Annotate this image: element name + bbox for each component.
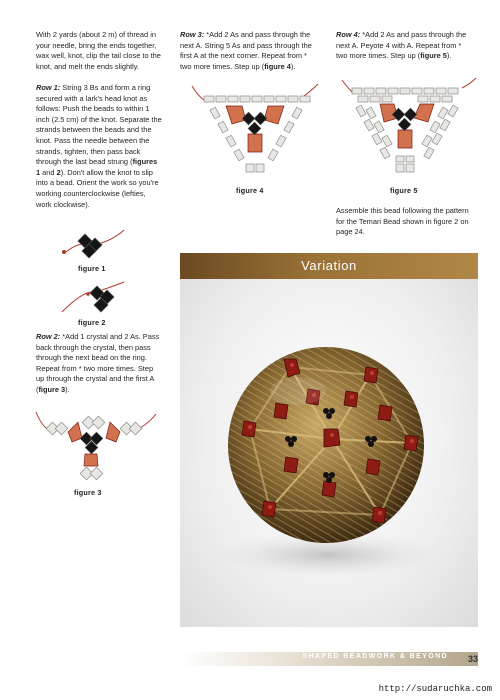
row2-text-block <box>36 332 162 396</box>
beaded-ball-illustration <box>180 279 478 627</box>
row1-text: String 3 Bs and form a ring secured with a lark's head knot as follows: Push the beads to within 1 inch (2.5 cm) of the knot. Separate the strands between the beads and the knot. Pass the needle between the strands, tighten, then pass back through the last bead strung ( <box>36 82 162 167</box>
variation-photo <box>180 279 478 627</box>
row4-label: Row 4: <box>336 30 361 39</box>
row1-text-3: ). Don't allow the knot to slip into a bead. Orient the work so you're working counterclockwise (lefties, work clockwise). <box>36 167 159 209</box>
intro-paragraph: With 2 yards (about 2 m) of thread in your needle, bring the ends together, wax well, knot, clip the tail close to the knot, and melt the ends slightly. <box>36 30 161 71</box>
row3-text-block <box>180 30 318 72</box>
assemble-paragraph: Assemble this bead following the pattern for the Temari Bead shown in figure 2 on page 24. <box>336 206 469 237</box>
figure-2-diagram <box>58 280 128 316</box>
row3-label: Row 3: <box>180 30 205 39</box>
variation-title: Variation <box>301 258 357 273</box>
figure-4-caption: figure 4 <box>236 186 264 195</box>
figure-2-caption: figure 2 <box>78 318 106 327</box>
figure-5-caption: figure 5 <box>390 186 418 195</box>
row4-text-block <box>336 30 474 62</box>
row4-ref-figure-5: figure 5 <box>420 51 447 61</box>
row1-ref-figures-1: figures 1 <box>36 157 158 177</box>
row2-label: Row 2: <box>36 332 61 341</box>
row2-ref-figure-3: figure 3 <box>38 384 66 394</box>
figure-3-caption: figure 3 <box>74 488 102 497</box>
row1-label: Row 1: <box>36 82 61 92</box>
row4-text-2: ). <box>446 51 452 61</box>
figure-4-diagram <box>186 82 324 182</box>
row2-text-2: ). <box>65 384 70 394</box>
watermark-url: http://sudaruchka.com <box>378 684 492 694</box>
figure-1-caption: figure 1 <box>78 264 106 273</box>
row3-ref-figure-4: figure 4 <box>264 61 291 71</box>
figure-5-diagram <box>338 78 478 180</box>
footer-band <box>180 652 478 666</box>
row2-text: *Add 1 crystal and 2 As. Pass back through the crystal, then pass through the next bead on the ring. Repeat from * two more times. Step up through the crystal and the first A ( <box>36 332 160 394</box>
page-number: 33 <box>467 654 478 664</box>
row3-text: *Add 2 As and pass through the next A. String 5 As and pass through the first A at the next corner. Repeat from * two more times. Step up ( <box>180 30 312 71</box>
intro-and-row1-text <box>36 30 162 210</box>
figure-3-diagram <box>30 408 160 484</box>
variation-header-band <box>180 253 478 279</box>
row1-ref-figure-2: 2 <box>56 167 61 177</box>
row3-text-2: ). <box>290 61 296 71</box>
row4-text: *Add 2 As and pass through the next A. Peyote 4 with A. Repeat from * two more times. Step up ( <box>336 30 467 61</box>
footer-book-title: SHAPED BEADWORK & BEYOND <box>302 653 448 660</box>
row1-text-2: and <box>40 167 57 177</box>
figure-1-diagram <box>58 226 128 262</box>
